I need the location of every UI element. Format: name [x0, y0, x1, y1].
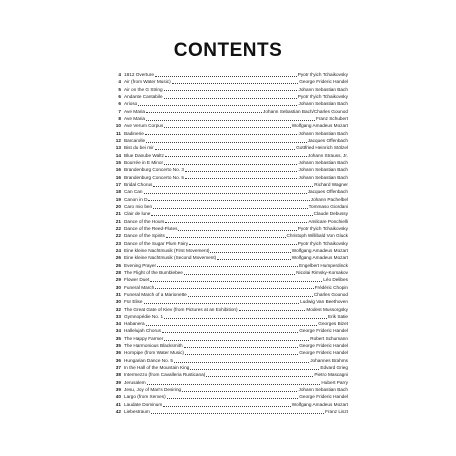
- toc-composer: George Frideric Handel: [299, 328, 348, 334]
- toc-dot-leader: [165, 222, 307, 223]
- toc-dot-leader: [150, 281, 322, 282]
- toc-piece-title: Habanera: [124, 321, 145, 327]
- toc-composer: Pyotr Il'yich Tchaikovsky: [297, 225, 348, 231]
- toc-page-number: 37: [115, 365, 121, 371]
- toc-page-number: 35: [115, 335, 121, 341]
- toc-entry: [112, 254, 348, 261]
- toc-entry: [112, 86, 348, 93]
- toc-composer: Georges Bizet: [318, 321, 348, 327]
- toc-page-number: 8: [118, 115, 121, 121]
- toc-piece-title: Clair de lune: [124, 211, 151, 217]
- toc-dot-leader: [166, 237, 286, 238]
- toc-dot-leader: [172, 83, 299, 84]
- toc-piece-title: Bridal Chorus: [124, 181, 153, 187]
- toc-page-number: 13: [115, 145, 121, 151]
- toc-composer: Johannes Brahms: [310, 357, 348, 363]
- toc-composer: Johann Sebastian Bach: [298, 86, 348, 92]
- toc-page-number: 26: [115, 255, 121, 261]
- toc-dot-leader: [164, 340, 309, 341]
- toc-piece-title: The Flight of the Bumblebee: [124, 269, 183, 275]
- toc-piece-title: Liebestraum: [124, 409, 150, 415]
- toc-dot-leader: [164, 127, 291, 128]
- toc-piece-title: Ave Maria: [124, 115, 146, 121]
- toc-entry: [112, 335, 348, 342]
- toc-dot-leader: [189, 244, 297, 245]
- toc-entry: [112, 349, 348, 356]
- toc-dot-leader: [151, 215, 312, 216]
- toc-page-number: 15: [115, 159, 121, 165]
- toc-dot-leader: [165, 156, 307, 157]
- toc-entry: [112, 78, 348, 85]
- toc-piece-title: Funeral March of a Marionette: [124, 291, 187, 297]
- toc-entry: [112, 313, 348, 320]
- toc-dot-leader: [174, 362, 309, 363]
- toc-entry: [112, 269, 348, 276]
- toc-dot-leader: [157, 266, 298, 267]
- toc-page-number: 32: [115, 306, 121, 312]
- toc-page-number: 4: [118, 72, 121, 77]
- toc-dot-leader: [188, 296, 313, 297]
- toc-piece-title: Ave Maria: [124, 108, 146, 114]
- toc-piece-title: Dance of the Hours: [124, 218, 165, 224]
- toc-piece-title: Gymnopédie No. 1: [124, 313, 164, 319]
- toc-composer: Johann Sebastian Bach: [298, 101, 348, 107]
- toc-piece-title: Air (from Water Music): [124, 79, 171, 85]
- toc-dot-leader: [167, 398, 299, 399]
- toc-dot-leader: [153, 186, 313, 187]
- toc-entry: [112, 357, 348, 364]
- toc-piece-title: Laudate Dominum: [124, 401, 163, 407]
- toc-page-number: 12: [115, 137, 121, 143]
- toc-page-number: 18: [115, 189, 121, 195]
- toc-page-number: 19: [115, 196, 121, 202]
- toc-page-number: 30: [115, 299, 121, 305]
- toc-piece-title: Dance of the Spirits: [124, 233, 165, 239]
- toc-entry: [112, 379, 348, 386]
- toc-page-number: 33: [115, 313, 121, 319]
- toc-entry: [112, 196, 348, 203]
- toc-dot-leader: [147, 384, 321, 385]
- toc-piece-title: The Harmonious Blacksmith: [124, 343, 183, 349]
- toc-entry: [112, 130, 348, 137]
- toc-entry: [112, 210, 348, 217]
- toc-page-number: 5: [118, 86, 121, 92]
- toc-dot-leader: [155, 149, 295, 150]
- toc-entry: [112, 203, 348, 210]
- toc-dot-leader: [146, 112, 262, 113]
- toc-piece-title: Dance of the Sugar Plum Fairy: [124, 240, 189, 246]
- toc-entry: [112, 166, 348, 173]
- toc-composer: Tommaso Giordani: [308, 203, 348, 209]
- toc-piece-title: Hungarian Dance No. 5: [124, 357, 173, 363]
- toc-entry: [112, 144, 348, 151]
- toc-composer: Johann Sebastian Bach: [298, 387, 348, 393]
- toc-entry: [112, 159, 348, 166]
- toc-dot-leader: [138, 105, 297, 106]
- toc-page-number: 20: [115, 203, 121, 209]
- toc-entry: [112, 232, 348, 239]
- toc-page-number: 26: [115, 262, 121, 268]
- toc-piece-title: Barcarolle: [124, 137, 146, 143]
- toc-composer: Charles Gounod: [313, 291, 348, 297]
- toc-page-number: 22: [115, 225, 121, 231]
- toc-composer: George Frideric Handel: [299, 343, 348, 349]
- toc-entry: [112, 276, 348, 283]
- toc-dot-leader: [144, 193, 307, 194]
- toc-composer: Gottfried Heinrich Stölzel: [296, 145, 348, 151]
- toc-dot-leader: [153, 208, 308, 209]
- toc-page-number: 24: [115, 247, 121, 253]
- toc-entry: [112, 100, 348, 107]
- toc-page-number: 41: [115, 401, 121, 407]
- toc-composer: Robert Schumann: [310, 335, 348, 341]
- toc-piece-title: Eine kleine Nachtmusik (Second Movement): [124, 255, 217, 261]
- toc-piece-title: Flower Duet: [124, 277, 150, 283]
- toc-composer: Johann Strauss, Jr.: [307, 152, 348, 158]
- toc-piece-title: Eine kleine Nachtmusik (First Movement): [124, 247, 210, 253]
- toc-composer: Nicolai Rimsky-Korsakov: [296, 269, 348, 275]
- toc-page-number: 16: [115, 167, 121, 173]
- toc-entry: [112, 122, 348, 129]
- toc-dot-leader: [178, 230, 296, 231]
- toc-entry: [112, 225, 348, 232]
- toc-composer: Amilcare Ponchielli: [308, 218, 348, 224]
- toc-entry: [112, 115, 348, 122]
- toc-piece-title: The Great Gate of Kiev (from Pictures at an Exhibition): [124, 306, 238, 312]
- toc-piece-title: Brandenburg Concerto No. 3: [124, 167, 184, 173]
- toc-page-number: 4: [118, 79, 121, 85]
- toc-entry: [112, 152, 348, 159]
- toc-dot-leader: [145, 134, 298, 135]
- toc-page-number: 38: [115, 372, 121, 378]
- toc-dot-leader: [146, 142, 307, 143]
- toc-entry: [112, 108, 348, 115]
- toc-page-number: 23: [115, 240, 121, 246]
- toc-dot-leader: [162, 332, 298, 333]
- toc-composer: Modest Mussorgsky: [306, 306, 348, 312]
- toc-composer: George Frideric Handel: [299, 350, 348, 356]
- toc-piece-title: Brandenburg Concerto No. 5: [124, 174, 184, 180]
- toc-dot-leader: [185, 354, 298, 355]
- toc-dot-leader: [155, 76, 297, 77]
- toc-page-number: 11: [116, 130, 121, 136]
- toc-entry: [112, 262, 348, 269]
- toc-piece-title: Jerusalem: [124, 379, 146, 385]
- toc-page-number: 28: [115, 269, 121, 275]
- toc-piece-title: Ave Verum Corpus: [124, 123, 164, 129]
- toc-composer: Pietro Mascagni: [314, 372, 348, 378]
- toc-piece-title: Canon in D: [124, 196, 148, 202]
- toc-page-number: 22: [115, 233, 121, 239]
- toc-page-number: 29: [115, 277, 121, 283]
- toc-entry: [112, 401, 348, 408]
- toc-dot-leader: [163, 406, 290, 407]
- toc-composer: Ludwig Van Beethoven: [300, 299, 348, 305]
- toc-piece-title: Caro mio ben: [124, 203, 153, 209]
- toc-entry: [112, 364, 348, 371]
- toc-piece-title: Funeral March: [124, 284, 155, 290]
- toc-dot-leader: [148, 200, 309, 201]
- toc-composer: Engelbert Humperdinck: [299, 262, 348, 268]
- toc-dot-leader: [164, 318, 327, 319]
- toc-page-number: 30: [115, 284, 121, 290]
- toc-piece-title: Für Elise: [124, 299, 143, 305]
- toc-composer: Pyotr Il'yich Tchaikovsky: [297, 72, 348, 77]
- toc-composer: Franz Schubert: [315, 115, 348, 121]
- toc-composer: Johann Sebastian Bach/Charles Gounod: [263, 108, 348, 114]
- toc-piece-title: Can Can: [124, 189, 143, 195]
- toc-piece-title: Arioso: [124, 101, 138, 107]
- toc-composer: Wolfgang Amadeus Mozart: [291, 247, 348, 253]
- toc-page-number: 21: [115, 218, 121, 224]
- toc-entry: [112, 327, 348, 334]
- toc-piece-title: The Happy Farmer: [124, 335, 164, 341]
- toc-dot-leader: [155, 288, 313, 289]
- toc-dot-leader: [184, 347, 299, 348]
- toc-composer: Frédéric Chopin: [314, 284, 348, 290]
- toc-composer: Léo Delibes: [323, 277, 348, 283]
- toc-composer: Jacques Offenbach: [307, 137, 348, 143]
- toc-page-number: 39: [115, 387, 121, 393]
- toc-dot-leader: [184, 274, 295, 275]
- toc-dot-leader: [239, 310, 306, 311]
- toc-page-number: 36: [115, 350, 121, 356]
- toc-dot-leader: [185, 171, 298, 172]
- toc-page-number: 34: [115, 321, 121, 327]
- toc-dot-leader: [206, 376, 313, 377]
- toc-composer: Erik Satie: [327, 313, 348, 319]
- toc-page-number: 6: [118, 101, 121, 107]
- toc-page-number: 35: [115, 343, 121, 349]
- toc-dot-leader: [164, 90, 298, 91]
- toc-dot-leader: [210, 252, 290, 253]
- toc-page-number: 21: [115, 211, 121, 217]
- toc-page-number: 7: [118, 108, 121, 114]
- toc-piece-title: Badinerie: [124, 130, 144, 136]
- toc-entry: [112, 174, 348, 181]
- toc-piece-title: 1812 Overture: [124, 72, 154, 77]
- toc-composer: Richard Wagner: [314, 181, 348, 187]
- toc-entry: [112, 298, 348, 305]
- toc-composer: Christoph Willibald Von Gluck: [286, 233, 348, 239]
- toc-page-number: 14: [115, 152, 121, 158]
- toc-page-number: 34: [115, 328, 121, 334]
- toc-dot-leader: [151, 413, 324, 414]
- toc-page-number: 10: [115, 123, 121, 129]
- toc-entry: [112, 320, 348, 327]
- toc-dot-leader: [217, 259, 291, 260]
- toc-entry: [112, 393, 348, 400]
- toc-page-number: 16: [115, 174, 121, 180]
- toc-composer: Johann Sebastian Bach: [298, 130, 348, 136]
- toc-entry: [112, 71, 348, 78]
- toc-composer: Edvard Grieg: [320, 365, 348, 371]
- toc-piece-title: Dance of the Reed-Flutes: [124, 225, 178, 231]
- toc-composer: Franz Liszt: [325, 409, 348, 415]
- toc-entry: [112, 371, 348, 378]
- toc-entry: [112, 188, 348, 195]
- toc-page-number: 31: [115, 291, 121, 297]
- toc-piece-title: Bourrée in E Minor: [124, 159, 164, 165]
- toc-composer: Pyotr Il'yich Tchaikovsky: [297, 93, 348, 99]
- toc-entry: [112, 218, 348, 225]
- toc-dot-leader: [146, 120, 315, 121]
- toc-list: [112, 71, 348, 415]
- toc-piece-title: Evening Prayer: [124, 262, 157, 268]
- toc-composer: Johann Sebastian Bach: [298, 159, 348, 165]
- toc-page-number: 36: [115, 357, 121, 363]
- toc-entry: [112, 306, 348, 313]
- toc-dot-leader: [185, 178, 298, 179]
- toc-entry: [112, 284, 348, 291]
- toc-entry: [112, 291, 348, 298]
- toc-piece-title: Jesu, Joy of Man's Desiring: [124, 387, 182, 393]
- toc-piece-title: In the Hall of the Mountain King: [124, 365, 190, 371]
- toc-piece-title: Largo (from Xerxes): [124, 394, 166, 400]
- toc-page-number: 40: [115, 394, 121, 400]
- toc-composer: Claude Debussy: [313, 211, 348, 217]
- toc-composer: Johann Sebastian Bach: [298, 167, 348, 173]
- toc-dot-leader: [182, 391, 297, 392]
- toc-piece-title: Hornpipe (from Water Music): [124, 350, 184, 356]
- toc-composer: Hubert Parry: [321, 379, 348, 385]
- toc-dot-leader: [190, 369, 319, 370]
- toc-page-number: 17: [115, 181, 121, 187]
- toc-dot-leader: [164, 98, 297, 99]
- toc-dot-leader: [144, 303, 300, 304]
- toc-composer: Wolfgang Amadeus Mozart: [291, 255, 348, 261]
- page-title: CONTENTS: [173, 40, 283, 61]
- toc-entry: [112, 386, 348, 393]
- toc-piece-title: Hallelujah Chorus: [124, 328, 161, 334]
- toc-composer: George Frideric Handel: [299, 79, 348, 85]
- toc-piece-title: Intermezzo (from Cavalleria Rusticana): [124, 372, 206, 378]
- toc-composer: Johann Sebastian Bach: [298, 174, 348, 180]
- toc-composer: George Frideric Handel: [299, 394, 348, 400]
- toc-composer: Wolfgang Amadeus Mozart: [291, 123, 348, 129]
- toc-entry: [112, 93, 348, 100]
- toc-entry: [112, 181, 348, 188]
- toc-piece-title: Air on the G String: [124, 86, 163, 92]
- toc-page-number: 39: [115, 379, 121, 385]
- toc-composer: Wolfgang Amadeus Mozart: [291, 401, 348, 407]
- toc-entry: [112, 240, 348, 247]
- toc-piece-title: Bist du bei mir: [124, 145, 154, 151]
- toc-dot-leader: [146, 325, 318, 326]
- toc-entry: [112, 342, 348, 349]
- toc-piece-title: Andante Cantabile: [124, 93, 163, 99]
- toc-composer: Johann Pachelbel: [310, 196, 348, 202]
- toc-dot-leader: [164, 164, 297, 165]
- toc-entry: [112, 408, 348, 415]
- toc-composer: Pyotr Il'yich Tchaikovsky: [297, 240, 348, 246]
- toc-composer: Jacques Offenbach: [307, 189, 348, 195]
- toc-piece-title: Blue Danube Waltz: [124, 152, 164, 158]
- toc-page-number: 42: [115, 409, 121, 415]
- toc-entry: [112, 137, 348, 144]
- toc-entry: [112, 247, 348, 254]
- toc-page-number: 6: [118, 93, 121, 99]
